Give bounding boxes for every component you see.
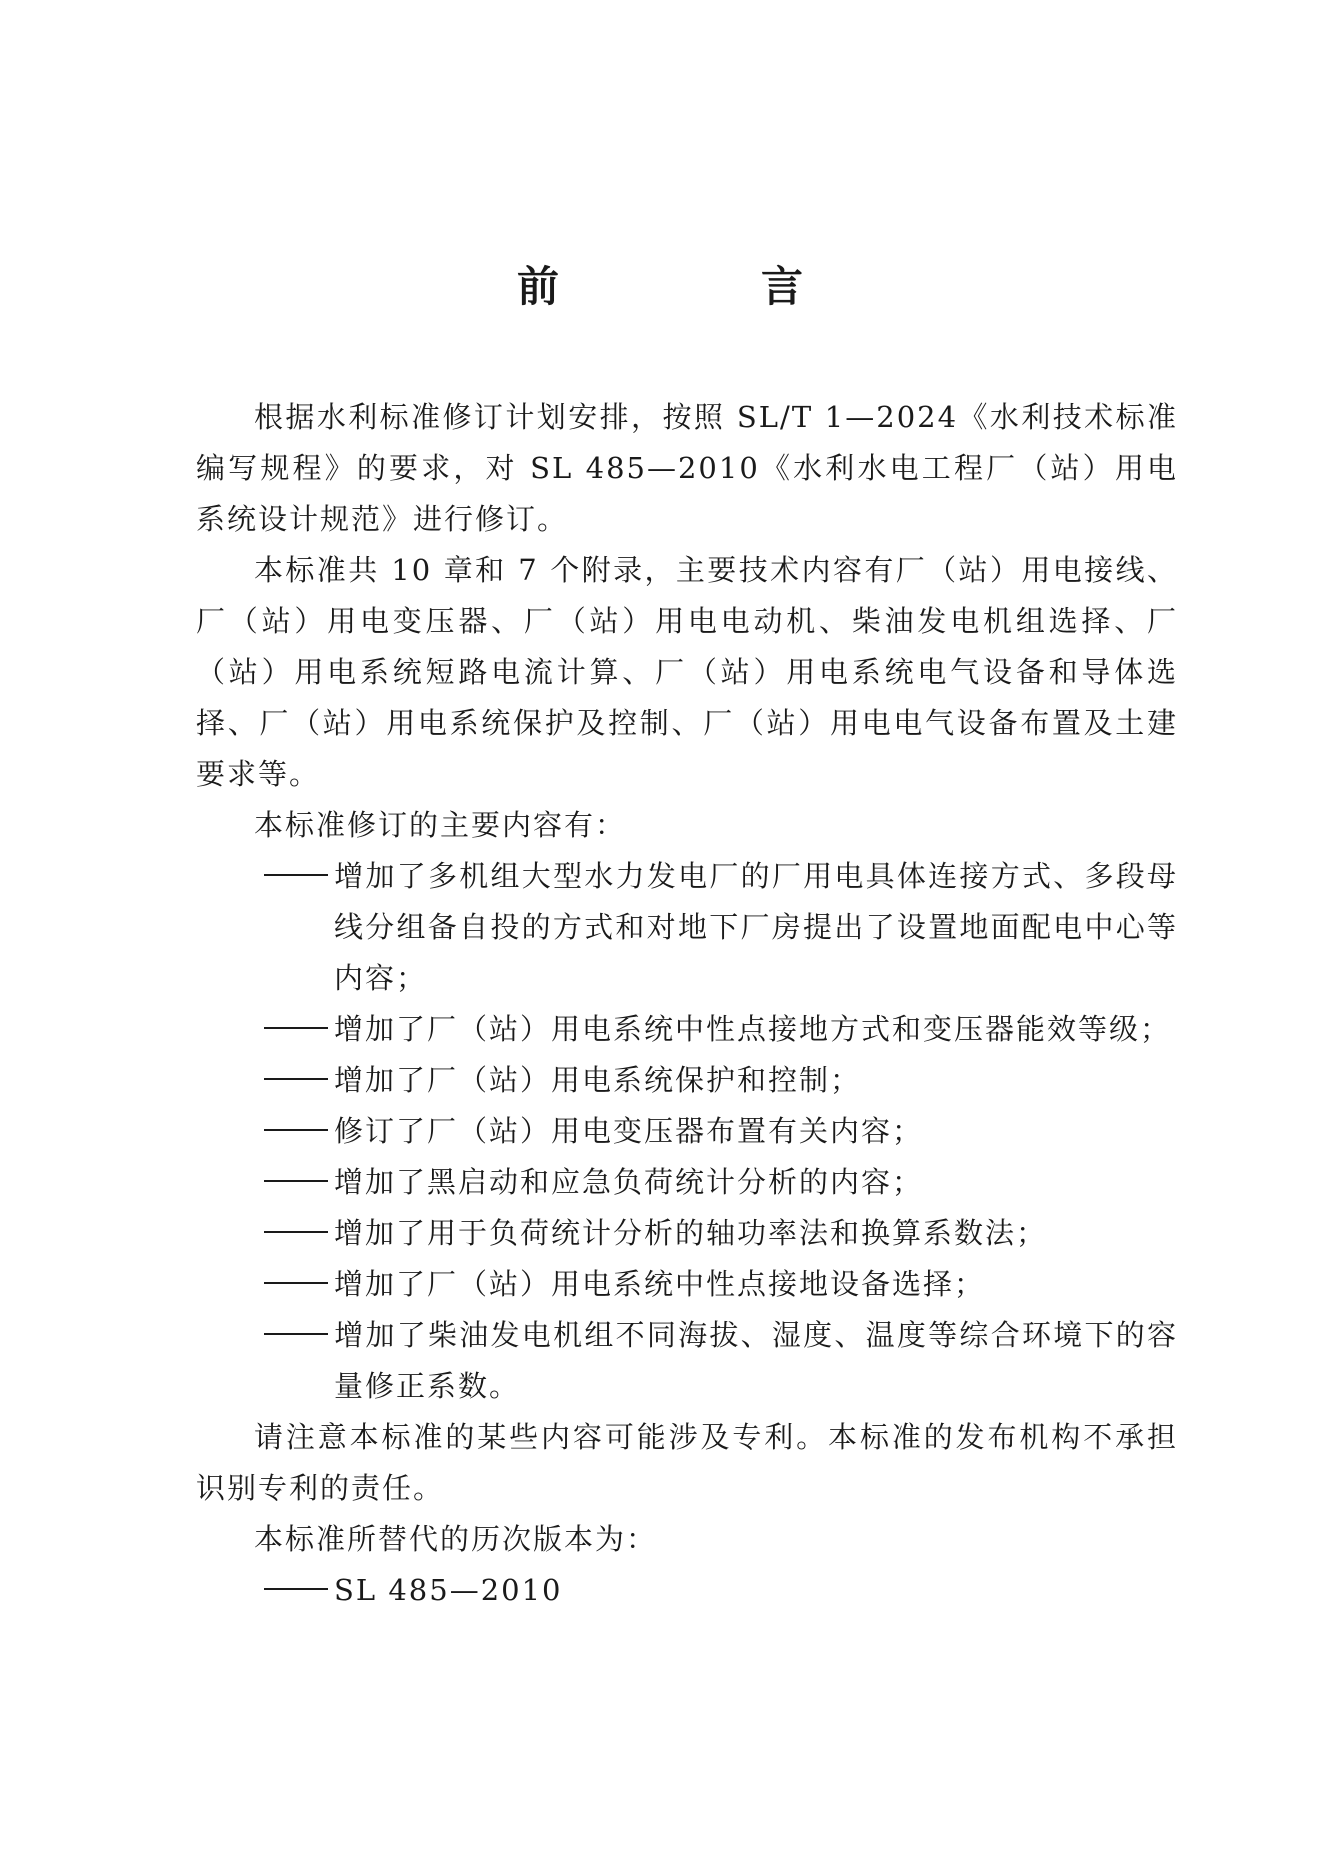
paragraph-contents-summary: 本标准共 10 章和 7 个附录，主要技术内容有厂（站）用电接线、厂（站）用电变压器、厂（站）用电电动机、柴油发电机组选择、厂（站）用电系统短路电流计算、厂（站）用电系统电气设备和导体选择、厂（站）用电系统保护及控制、厂（站）用电电气设备布置及土建要求等。: [196, 553, 1178, 791]
dash-icon: [264, 1259, 334, 1310]
page-title: 前 言: [516, 262, 883, 311]
list-item-text: 增加了柴油发电机组不同海拔、湿度、温度等综合环境下的容量修正系数。: [334, 1318, 1178, 1403]
changes-list: [196, 851, 1178, 1412]
list-item: [196, 851, 1178, 1004]
list-item-text: 修订了厂（站）用电变压器布置有关内容；: [334, 1114, 924, 1148]
list-item: [196, 1157, 1178, 1208]
dash-icon: [264, 1055, 334, 1106]
dash-icon: [264, 1004, 334, 1055]
dash-icon: [264, 1208, 334, 1259]
paragraph-changes-intro: 本标准修订的主要内容有：: [254, 808, 627, 842]
list-item: [196, 1310, 1178, 1412]
dash-icon: [264, 1157, 334, 1208]
list-item: [196, 1055, 1178, 1106]
dash-icon: [264, 1565, 334, 1616]
foreword-body: [196, 392, 1178, 1616]
list-item: [196, 1208, 1178, 1259]
list-item-text: 增加了黑启动和应急负荷统计分析的内容；: [334, 1165, 924, 1199]
list-item: [196, 1259, 1178, 1310]
paragraph-versions-intro: 本标准所替代的历次版本为：: [254, 1522, 658, 1556]
list-item: [196, 1565, 1178, 1616]
list-item: [196, 1004, 1178, 1055]
paragraph-patent-notice: 请注意本标准的某些内容可能涉及专利。本标准的发布机构不承担识别专利的责任。: [196, 1420, 1178, 1505]
list-item-text: SL 485—2010: [334, 1573, 563, 1607]
list-item-text: 增加了多机组大型水力发电厂的厂用电具体连接方式、多段母线分组备自投的方式和对地下厂房提出了设置地面配电中心等内容；: [334, 859, 1178, 995]
versions-list: [196, 1565, 1178, 1616]
list-item-text: 增加了用于负荷统计分析的轴功率法和换算系数法；: [334, 1216, 1048, 1250]
paragraph-revision-basis: 根据水利标准修订计划安排，按照 SL/T 1—2024《水利技术标准编写规程》的要求，对 SL 485—2010《水利水电工程厂（站）用电系统设计规范》进行修订。: [196, 400, 1178, 536]
list-item-text: 增加了厂（站）用电系统中性点接地设备选择；: [334, 1267, 986, 1301]
dash-icon: [264, 1106, 334, 1157]
list-item-text: 增加了厂（站）用电系统保护和控制；: [334, 1063, 862, 1097]
list-item-text: 增加了厂（站）用电系统中性点接地方式和变压器能效等级；: [334, 1012, 1172, 1046]
dash-icon: [264, 1310, 334, 1361]
list-item: [196, 1106, 1178, 1157]
dash-icon: [264, 851, 334, 902]
